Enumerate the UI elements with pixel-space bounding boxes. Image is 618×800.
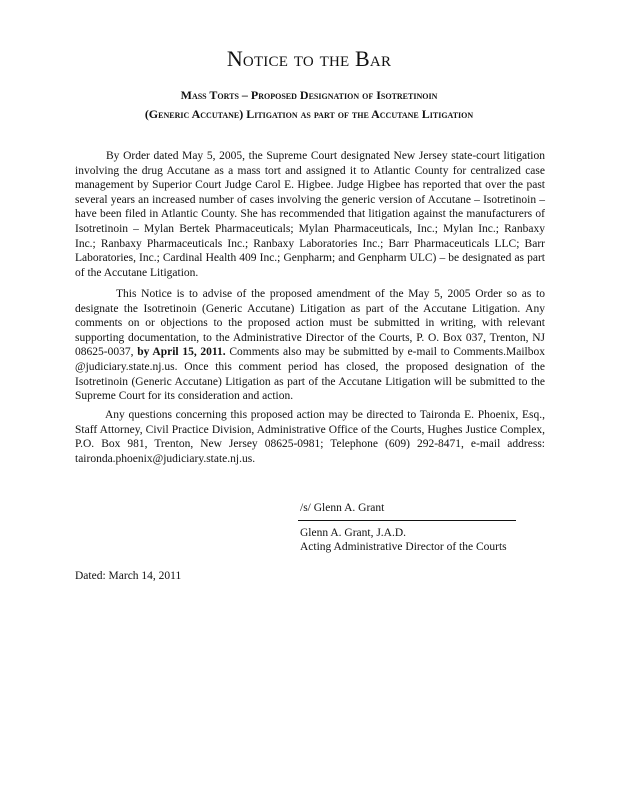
signatory-name: Glenn A. Grant, J.A.D.: [300, 527, 407, 539]
paragraph-2-text-after: Comments also may be submitted by e-mail to Comments.Mailbox @judiciary.state.nj.us. Once this comment period has closed, the proposed designation of the Isotretinoin (Generic Accutane) Litigation as part of the Accutane Litigation will be submitted to the Supreme Court for its consideration and action.: [75, 346, 546, 403]
page-title: Notice to the Bar: [226, 46, 392, 71]
subtitle-line-2: (Generic Accutane) Litigation as part of the Accutane Litigation: [144, 107, 474, 121]
paragraph-contact-info: [75, 408, 545, 466]
subtitle-line-1: Mass Torts – Proposed Designation of Isotretinoin: [180, 88, 438, 102]
paragraph-3-text: Any questions concerning this proposed action may be directed to Taironda E. Phoenix, Esq., Staff Attorney, Civil Practice Division, Administrative Office of the Courts, Hughes Justice Complex, P.O. Box 981, Trenton, New Jersey 08625-0981; Telephone (609) 292-8471, e-mail address: taironda.phoenix@judiciary.state.nj.us.: [75, 409, 545, 465]
comment-deadline: by April 15, 2011.: [137, 346, 226, 359]
notice-subtitle: [0, 86, 618, 124]
paragraph-1-text: By Order dated May 5, 2005, the Supreme Court designated New Jersey state-court litigation involving the drug Accutane as a mass tort and assigned it to Atlantic County for centralized case management by Superior Court Judge Carol E. Higbee. Judge Higbee has reported that over the past several years an increased number of cases involving the generic version of Accutane – Isotretinoin – have been filed in Atlantic County. She has recommended that litigation against the manufacturers of Isotretinoin – Mylan Bertek Pharmaceuticals; Mylan Pharmaceuticals, Inc.; Mylan Inc.; Ranbaxy Inc.; Ranbaxy Pharmaceuticals Inc.; Ranbaxy Laboratories Inc.; Barr Pharmaceuticals LLC; Barr Laboratories, Inc.; Cardinal Health 409 Inc.; Genpharm; and Genpharm ULC) – be designated as part of the Accutane Litigation.: [75, 150, 545, 279]
paragraph-comment-procedure: [75, 287, 545, 404]
signature-line: /s/ Glenn A. Grant: [300, 502, 385, 514]
paragraph-designation-order: [75, 149, 545, 280]
signature-rule: [298, 520, 516, 521]
signatory-title: Acting Administrative Director of the Courts: [300, 541, 507, 553]
date-line: Dated: March 14, 2011: [75, 570, 182, 582]
paragraph-2-text-before: This Notice is to advise of the proposed amendment of the May 5, 2005 Order so as to designate the Isotretinoin (Generic Accutane) Litigation as part of the Accutane Litigation. Any comments on or objections to the proposed action must be submitted in writing, with relevant supporting documentation, to the Administrative Director of the Courts, P. O. Box 037, Trenton, NJ 08625-0037,: [75, 288, 545, 359]
